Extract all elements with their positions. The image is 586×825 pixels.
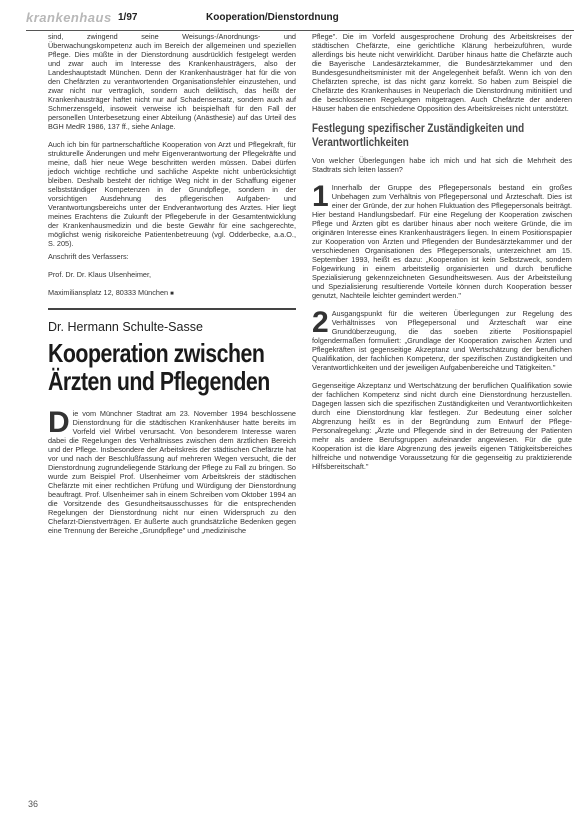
article-divider: [48, 308, 296, 310]
numbered-point-2-text: Ausgangspunkt für die weiteren Überlegungen zur Regelung des Verhältnisses von Pflegepersonal und Ärzteschaft war eine Grundüberzeugung, die das soeben zitierte Positionspapiel folgendermaßen formuliert: „Grundlage der Kooperation zwischen Ärzten und Pflegekräften ist gegenseitige Akzeptanz und Wertschätzung der beruflichen Qualifikation, der fachlichen Kompetenz, der spezifischen Zuständigkeiten und Verantwortlichkeiten und der jeweiligen Aufgabenbereiche und Tätigkeiten.": [312, 309, 572, 372]
article-author: Dr. Hermann Schulte-Sasse: [48, 320, 203, 334]
right-paragraph-1: Pflege". Die im Vorfeld ausgesprochene Drohung des Arbeitskreises der städtischen Chefärzte, eine gerichtliche Klärung herbeizuführen, wurde allerdings bis heute nicht verwirklicht. Darüber hinaus hatte die Chefärzte auch die Bayerische Landesärztekammer, die Bundesärztekammer und den Bundesgesundheitsminister mit der Angelegenheit befaßt. Wenn ich von den Chefärzten spreche, ist das nicht ganz korrekt. So haben zum Beispiel die Chefärzte des Krankenhauses in Neuperlach die Dienstordnung mitinitiiert und die beschlossenen Regelungen mitgetragen. Auch Chefärzte der anderen Häuser haben die entschiedene Opposition des Arbeitskreises nicht unterstützt.: [312, 32, 572, 113]
section-subheading: [312, 122, 570, 150]
author-address: [48, 252, 296, 299]
point-number-1: 1: [312, 183, 329, 213]
running-header: [26, 8, 566, 30]
numbered-point-1-text: Innerhalb der Gruppe des Pflegepersonals bestand ein großes Unbehagen zum Verhältnis von Pflegepersonal und Ärzteschaft. Dies ist einer der Gründe, der zur hohen Fluktuation des Pflegepersonals beiträgt. Hier bestand Handlungsbedarf. Für eine Regelung der Kooperation zwischen Pflege und Ärzten gibt es darüber hinaus aber noch weitere Gründe, die im originären Interesse eines Krankenhausträgers liegen. In einem Positionspapier zur Kooperation von Ärzten und Pflegenden der Bundesärztekammer und der verschiedenen Organisationen des Pflegepersonals, unterzeichnet am 15. September 1993, heißt es dazu: „Kooperation ist kein Selbstzweck, sondern Folgewirkung in einem arbeitsteilig organisierten und durch berufliche Spezialisierung gekennzeichneten Gesundheitswesen. Aus der Arbeitsteilung und Spezialisierung resultierende Vorteile können durch Kooperation besser genutzt, Nachteile leichter gemindert werden.": [312, 183, 572, 300]
end-mark: ■: [170, 291, 174, 297]
issue-number: 1/97: [118, 12, 138, 23]
left-paragraph-2: Auch ich bin für partnerschaftliche Kooperation von Arzt und Pflegekraft, für strukturelle Änderungen und mehr Eigenverantwortung der Pflegekräfte und meine, daß hier neue Wege beschritten werden müssen. Dabei dürfen jedoch wichtige rechtliche und sachliche Aspekte nicht unberücksichtigt bleiben. Deshalb besteht der richtige Weg nicht in der Schaffung eigener selbstständiger Kompetenzen in der Grundpflege, sondern in der vorsichtigen Ausdehnung des pflegerischen Aufgaben- und Verantwortungsbereichs unter der Endverantwortung des Arztes. Hier liegt meines Erachtens die Zukunft der Pflegeberufe in der Gesamtentwicklung der Krankenhausmedizin und die beste Gewähr für eine sachgerechte, möglichst wenig risikoreiche Patientenbetreuung (vgl. Odderbecke, a.a.O., S. 205).: [48, 140, 296, 248]
headline-line-1: Kooperation zwischen: [48, 338, 265, 368]
article-headline: [48, 339, 298, 395]
drop-cap: D: [48, 409, 70, 439]
address-label: Anschrift des Verfassers:: [48, 252, 129, 261]
magazine-logo: krankenhaus: [26, 10, 112, 25]
numbered-point-2: [312, 309, 572, 372]
point-number-2: 2: [312, 309, 329, 339]
article-body: [48, 409, 296, 535]
right-paragraph-5: Gegenseitige Akzeptanz und Wertschätzung der beruflichen Qualifikation sowie der fachlichen Kompetenz sind nicht durch eine Dienstordnung herzustellen. Dagegen lassen sich die spezifischen Zuständigkeiten und Verantwortlichkeiten durch eine Dienstordnung klar festlegen. Zur Bedeutung einer solcher Abgrenzung heißt es in der Begründung zum Entwurf der Pflege-Personalregelung: „Ärzte und Pflegende sind in der Betreuung der Patienten mehr als andere Berufsgruppen aufeinander angewiesen. Für die gute Kooperation ist die klare Abgrenzung des jeweils eigenen Tätigkeitsbereiches hilfreiche und notwendige Voraussetzung für die gegenseitig zu praktizierende Hilfsbereitschaft.": [312, 381, 572, 471]
headline-line-2: Ärzten und Pflegenden: [48, 366, 270, 396]
section-title: Kooperation/Dienstordnung: [206, 12, 339, 23]
right-paragraph-2: Von welcher Überlegungen habe ich mich und hat sich die Mehrheit des Stadtrats sich leiten lassen?: [312, 156, 572, 174]
address-street-text: Maximiliansplatz 12, 80333 München: [48, 288, 169, 297]
article-body-text: ie vom Münchner Stadtrat am 23. November 1994 beschlossene Dienstordnung für die städtischen Krankenhäuser hatte bereits im Vorfeld viel Wirbel verursacht. Von besonderem Interesse waren dabei die Regelungen des Verhältnisses zwischen dem ärztlichen Bereich und der Pflege. Insbesondere der Arbeitskreis der städtischen Chefärzte hat vor und nach der Beschlußfassung auf mehreren Wegen versucht, die der Dienstordnung zugrundeliegende Stärkung der Pflege zu Fall zu bringen. So wurde zum Beispiel Prof. Ulsenheimer vom Arbeitskreis der städtischen Chefärzte mit einer rechtlichen Prüfung und Würdigung der Dienstordnung beauftragt. Prof. Ulsenheimer sah in einem Schreiben vom Oktober 1994 an die Vorsitzende des Gesundheitsausschusses für die entsprechenden Regelungen der Dienstordnung nicht nur einen Widerspruch zu den Chefarzt-Dienstverträgen. Er äußerte auch grundsätzliche Bedenken gegen eine Trennung der Bereiche „Grundpflege" und „medizinische: [48, 409, 296, 535]
left-paragraph-1: sind, zwingend seine Weisungs-/Anordnungs- und Überwachungskompetenz auch im Bereich der allgemeinen und speziellen Pflege. Dies müßte in der Dienstordnung ausdrücklich festgelegt werden und zwar auch im Interesse des Krankenhausträgers, also der Landeshauptstadt München. Denn der Krankenhausträger hat für die von den Chefärzten zu verantwortenden Organisationsfehler einzustehen, und zwar nicht nur vertraglich, sondern auch deliktisch, das heißt der Krankenhausträger haftet nicht nur auf Schadensersatz, sondern auch auf Schmerzensgeld, insoweit verweise ich beispielhaft für den Fall der personellen Unterbesetzung einer Abteilung (Anästhesie) auf das Urteil des BGH MedR 1986, 137 ff., siehe Anlage.: [48, 32, 296, 131]
left-column: [48, 32, 296, 535]
subheading-line-2: Verantwortlichkeiten: [312, 137, 409, 149]
address-street: [48, 288, 296, 299]
subheading-line-1: Festlegung spezifischer Zuständigkeiten und: [312, 123, 525, 135]
header-rule: [26, 30, 574, 31]
numbered-point-1: [312, 183, 572, 300]
address-name: Prof. Dr. Dr. Klaus Ulsenheimer,: [48, 270, 152, 279]
page-number: 36: [28, 799, 39, 809]
right-column: [312, 32, 572, 471]
